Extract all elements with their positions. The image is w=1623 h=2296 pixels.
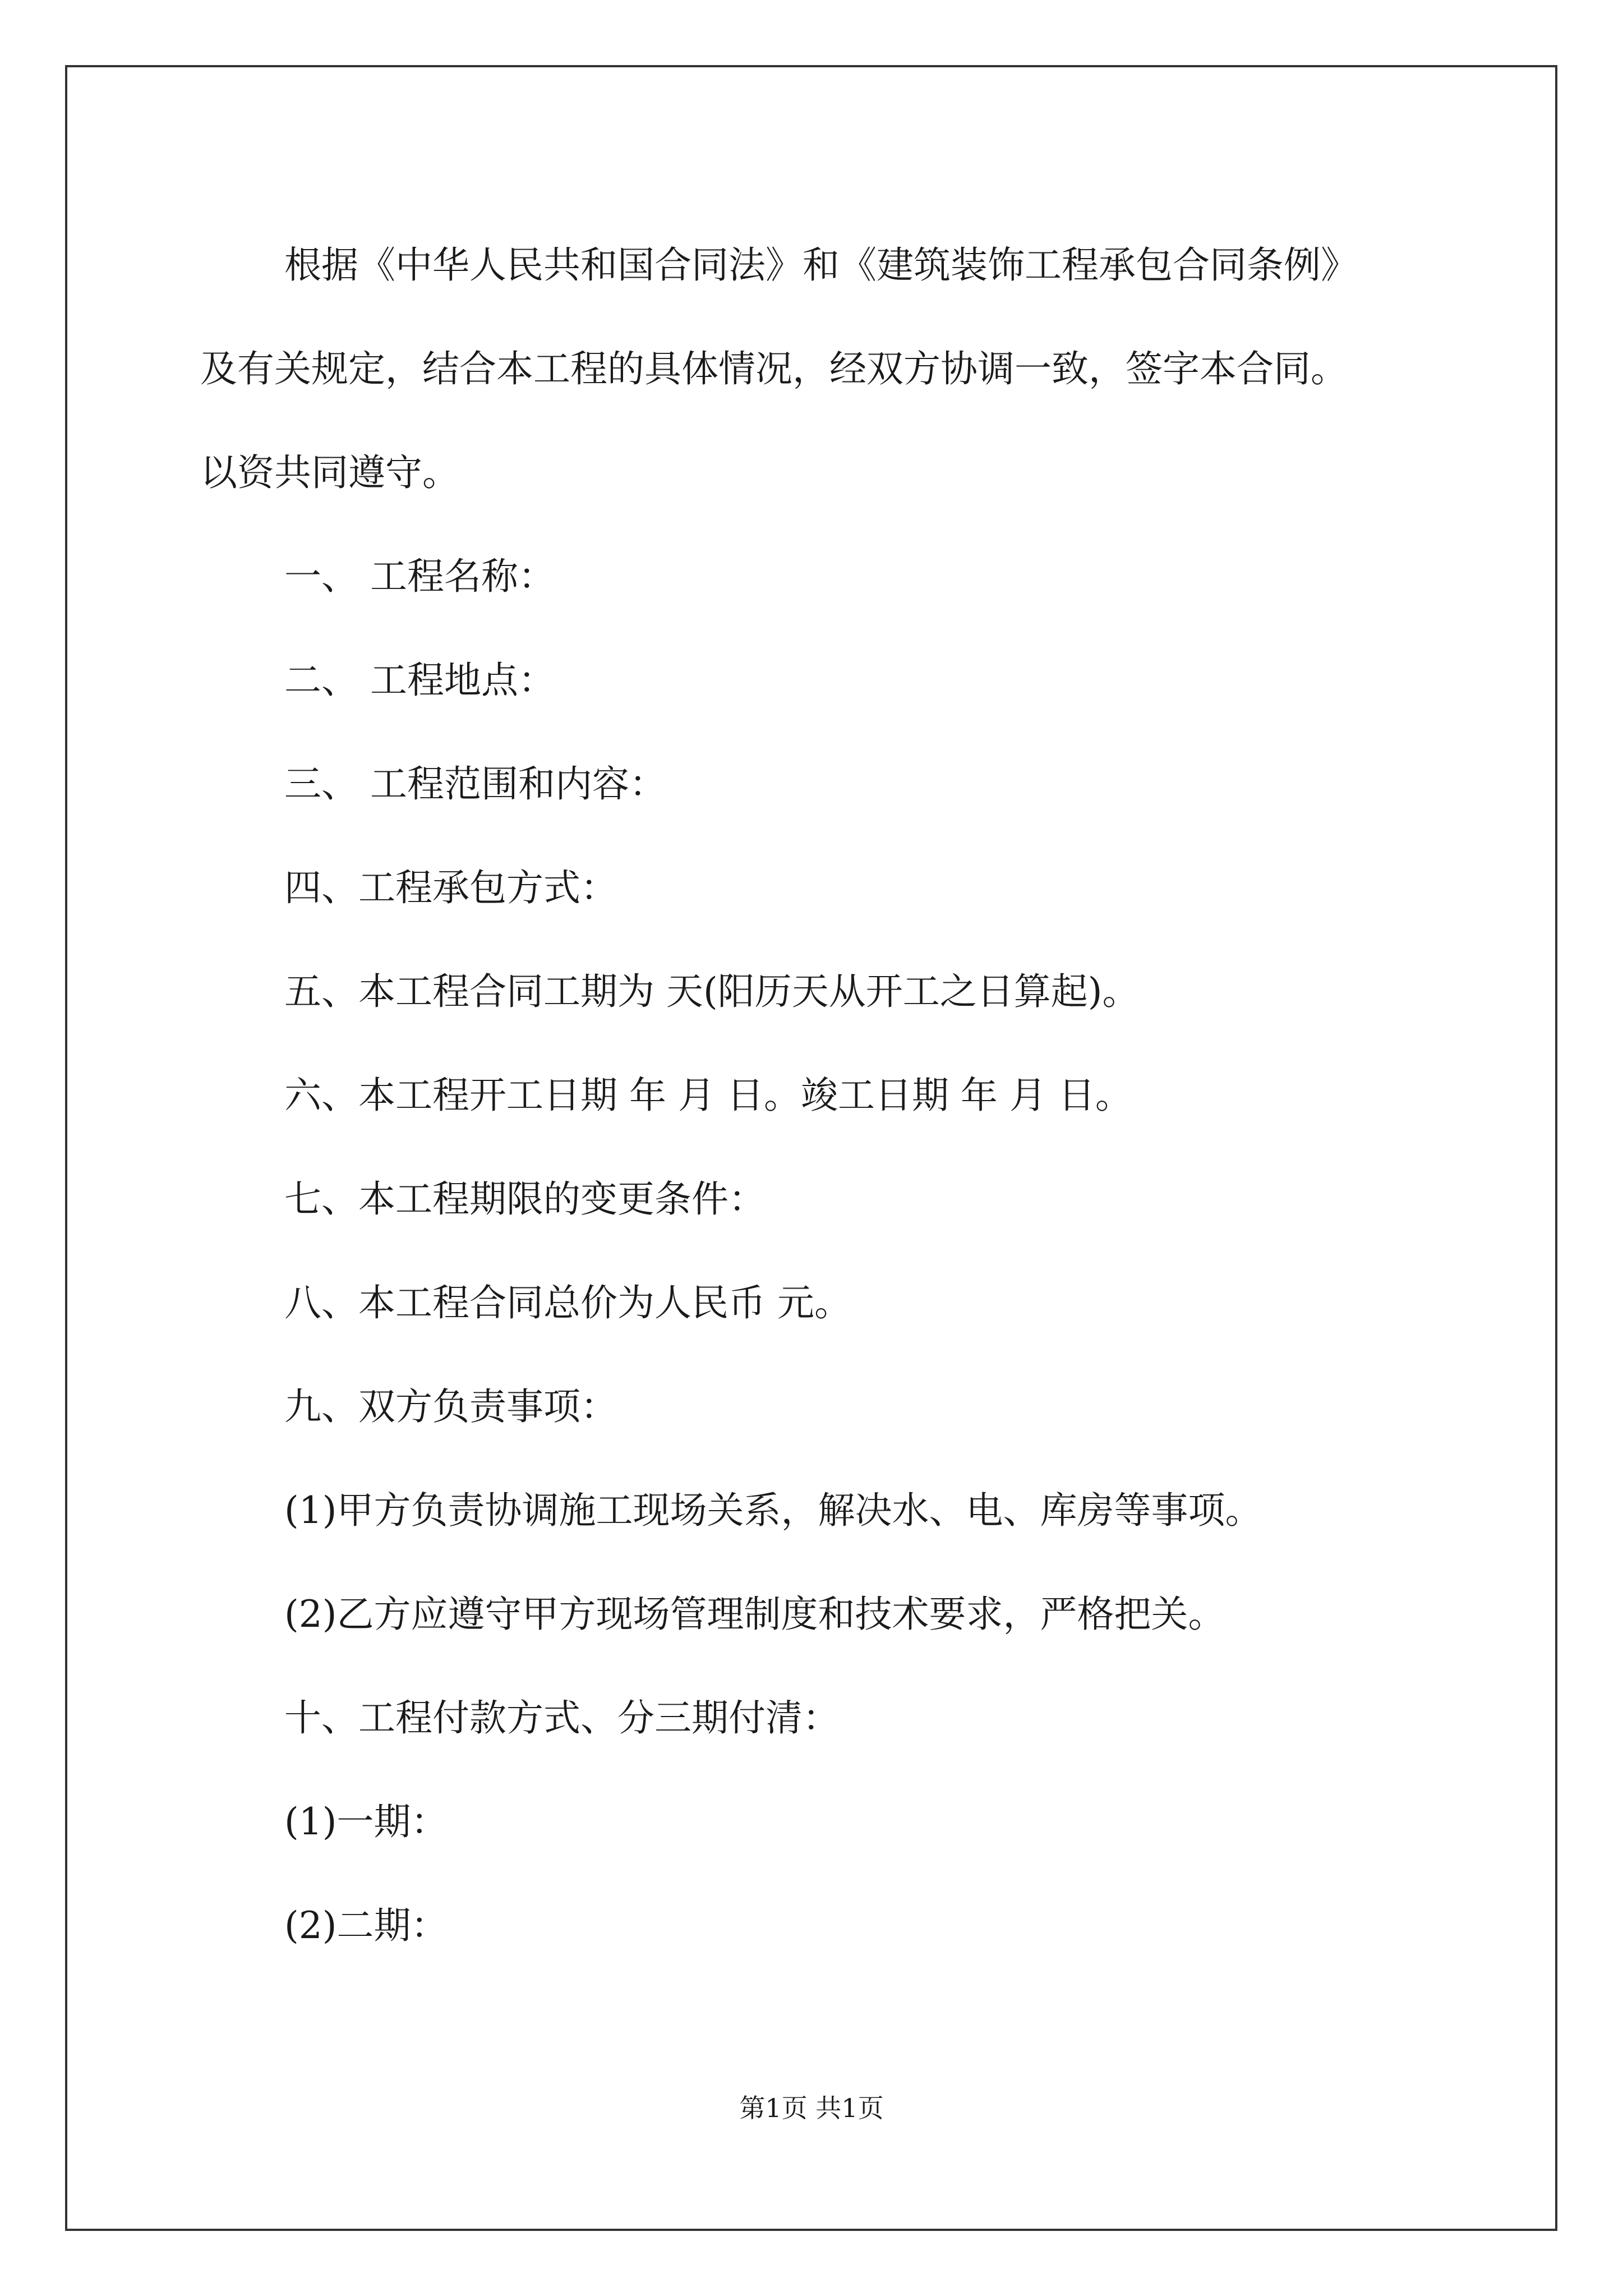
clause-project-location: 二、 工程地点： bbox=[284, 659, 555, 702]
payment-phase-1: (1)一期： bbox=[284, 1800, 448, 1843]
responsibility-party-a: (1)甲方负责协调施工现场关系，解决水、电、库房等事项。 bbox=[284, 1489, 1262, 1532]
document-body bbox=[200, 213, 1473, 1977]
clause-start-end-dates: 六、本工程开工日期 年 月 日。竣工日期 年 月 日。 bbox=[284, 1074, 1132, 1117]
clause-contract-method: 四、工程承包方式： bbox=[284, 866, 617, 909]
clause-payment-method: 十、工程付款方式、分三期付清： bbox=[284, 1696, 840, 1740]
clause-contract-duration: 五、本工程合同工期为 天(阳历天从开工之日算起)。 bbox=[284, 970, 1140, 1013]
paragraph-intro-line-2: 及有关规定，结合本工程的具体情况，经双方协调一致，签字本合同。 bbox=[200, 347, 1348, 390]
clause-project-name: 一、 工程名称： bbox=[284, 555, 555, 598]
paragraph-intro-line-3: 以资共同遵守。 bbox=[200, 451, 459, 494]
paragraph-intro-line-1: 根据《中华人民共和国合同法》和《建筑装饰工程承包合同条例》 bbox=[284, 243, 1358, 287]
responsibility-party-b: (2)乙方应遵守甲方现场管理制度和技术要求，严格把关。 bbox=[284, 1593, 1225, 1636]
payment-phase-2: (2)二期： bbox=[284, 1904, 448, 1947]
clause-total-price: 八、本工程合同总价为人民币 元。 bbox=[284, 1281, 851, 1324]
page-footer: 第1页 共1页 bbox=[739, 2093, 884, 2123]
clause-project-scope: 三、 工程范围和内容： bbox=[284, 762, 666, 806]
clause-responsibilities: 九、双方负责事项： bbox=[284, 1385, 617, 1428]
clause-change-conditions: 七、本工程期限的变更条件： bbox=[284, 1177, 766, 1221]
